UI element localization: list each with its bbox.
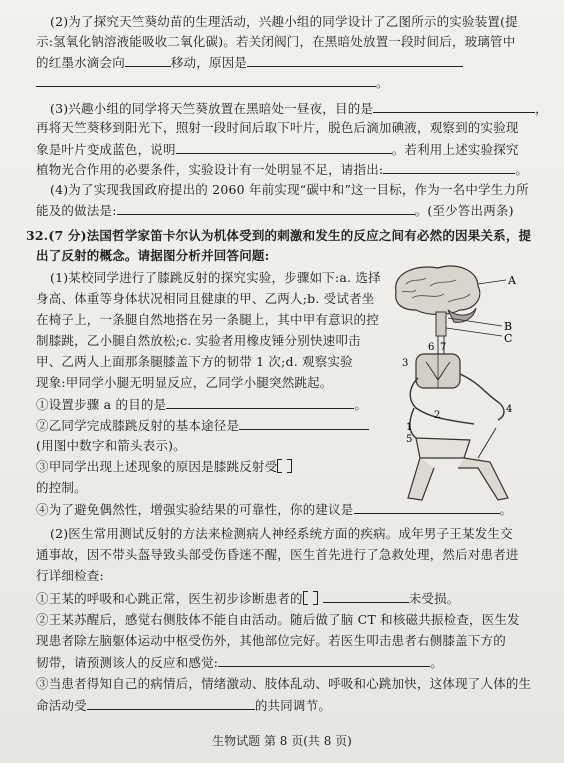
answer-blank[interactable] xyxy=(354,501,500,514)
text-line: (3)兴趣小组的同学将天竺葵放置在黑暗处一昼夜，目的是 ， xyxy=(50,101,548,116)
question-32-stem: 出了反射的概念。请据图分析并回答问题: xyxy=(36,248,270,263)
text-line: 制膝跳，乙小腿自然放松;c. 实验者用橡皮锤分别快速叩击 xyxy=(36,333,361,348)
text-line: 在椅子上，一条腿自然地搭在另一条腿上，其中甲有意识的控 xyxy=(36,312,379,327)
text-line: 身高、体重等身体状况相同且健康的甲、乙两人;b. 受试者坐 xyxy=(36,291,375,306)
answer-blank[interactable] xyxy=(87,697,255,710)
text-line: (2)为了探究天竺葵幼苗的生理活动，兴趣小组的同学设计了乙图所示的实验装置(提 xyxy=(50,14,518,29)
text-line: 。 xyxy=(36,74,389,91)
answer-blank[interactable] xyxy=(218,654,430,667)
label-b: B xyxy=(504,320,513,333)
answer-blank[interactable] xyxy=(373,100,535,113)
answer-blank[interactable] xyxy=(36,74,376,87)
label-7: 7 xyxy=(440,342,447,353)
text-line: ④为了避免偶然性，增强实验结果的可靠性，你的建议是 。 xyxy=(36,502,513,517)
answer-blank[interactable] xyxy=(239,417,369,430)
text-line: 行详细检查: xyxy=(36,568,104,583)
text-line: 能及的做法是: 。(至少答出两条) xyxy=(36,203,514,218)
answer-blank[interactable] xyxy=(323,590,409,603)
answer-blank[interactable] xyxy=(383,161,515,174)
bracket-open xyxy=(277,459,287,471)
text-line: ③当患者得知自己的病情后，情绪激动、肢体乱动、呼吸和心跳加快，这体现了人体的生 xyxy=(36,676,532,691)
answer-blank[interactable] xyxy=(117,202,415,215)
text-line: ③甲同学出现上述现象的原因是膝跳反射受 xyxy=(36,459,297,475)
text-line: (4)为了实现我国政府提出的 2060 年前实现“碳中和”这一目标，作为一名中学生力所 xyxy=(50,182,529,197)
text-line: 的红墨水滴会向 移动，原因是 xyxy=(36,54,463,71)
spinal-cord-section xyxy=(416,336,460,388)
text-line: 植物光合作用的必要条件，实验设计有一处明显不足，请指出: 。 xyxy=(36,162,529,177)
text-line: 现象:甲同学小腿无明显反应，乙同学小腿突然跳起。 xyxy=(36,375,333,390)
text-line: (1)某校同学进行了膝跳反射的探究实验，步骤如下:a. 选择 xyxy=(50,270,381,285)
page-footer: 生物试题 第 8 页(共 8 页) xyxy=(212,734,352,748)
answer-blank[interactable] xyxy=(166,396,354,409)
text-line: 象是叶片变成蓝色，说明 。若利用上述实验探究 xyxy=(36,142,519,157)
label-1: 1 xyxy=(406,422,413,433)
label-6: 6 xyxy=(428,342,435,353)
text-line: 甲、乙两人上面那条腿膝盖下方的韧带 1 次;d. 观察实验 xyxy=(36,354,353,369)
answer-blank[interactable] xyxy=(125,54,171,67)
answer-blank[interactable] xyxy=(176,141,392,154)
brain-illustration xyxy=(396,266,480,336)
text-line: (2)医生常用测试反射的方法来检测病人神经系统方面的疾病。成年男子王某发生交 xyxy=(50,526,513,541)
text-line: ①设置步骤 a 的目的是 。 xyxy=(36,397,368,412)
bracket-close xyxy=(313,591,323,603)
seated-person-legs xyxy=(408,428,508,500)
text-line: 命活动受 的共同调节。 xyxy=(36,698,332,713)
label-3: 3 xyxy=(402,358,409,369)
text-line: 再将天竺葵移到阳光下，照射一段时间后取下叶片，脱色后滴加碘液，观察到的实验现 xyxy=(36,120,519,135)
text-line: 韧带，请预测该人的反应和感觉: 。 xyxy=(36,655,443,670)
question-32-stem: 32.(7 分)法国哲学家笛卡尔认为机体受到的刺激和发生的反应之间有必然的因果关系，提 xyxy=(26,228,532,243)
label-a: A xyxy=(508,274,516,287)
text-line: 通事故，因不带头盔导致头部受伤昏迷不醒，医生首先进行了急救处理，然后对患者进 xyxy=(36,547,519,562)
reflex-arc-figure xyxy=(378,262,520,502)
bracket-close xyxy=(287,459,297,471)
text-line: ②乙同学完成膝跳反射的基本途径是 xyxy=(36,417,369,434)
bracket-open xyxy=(303,591,313,603)
label-2: 2 xyxy=(434,410,441,421)
label-4: 4 xyxy=(506,404,513,415)
label-5: 5 xyxy=(406,434,413,445)
text-line: 的控制。 xyxy=(36,480,87,495)
text-line: 现患者除左脑躯体运动中枢受伤外，其他部位完好。若医生叩击患者右侧膝盖下方的 xyxy=(36,633,506,648)
text-line: (用图中数字和箭头表示)。 xyxy=(36,438,186,453)
text-line: ①王某的呼吸和心跳正常，医生初步诊断患者的 未受损。 xyxy=(36,591,460,606)
text-line: ②王某苏醒后，感觉右侧肢体不能自由活动。随后做了脑 CT 和核磁共振检查，医生发 xyxy=(36,612,520,627)
label-c: C xyxy=(504,332,513,345)
text-line: 示:氢氧化钠溶液能吸收二氧化碳)。若关闭阀门，在黑暗处放置一段时间后，玻璃管中 xyxy=(36,34,516,49)
answer-blank[interactable] xyxy=(247,54,463,67)
